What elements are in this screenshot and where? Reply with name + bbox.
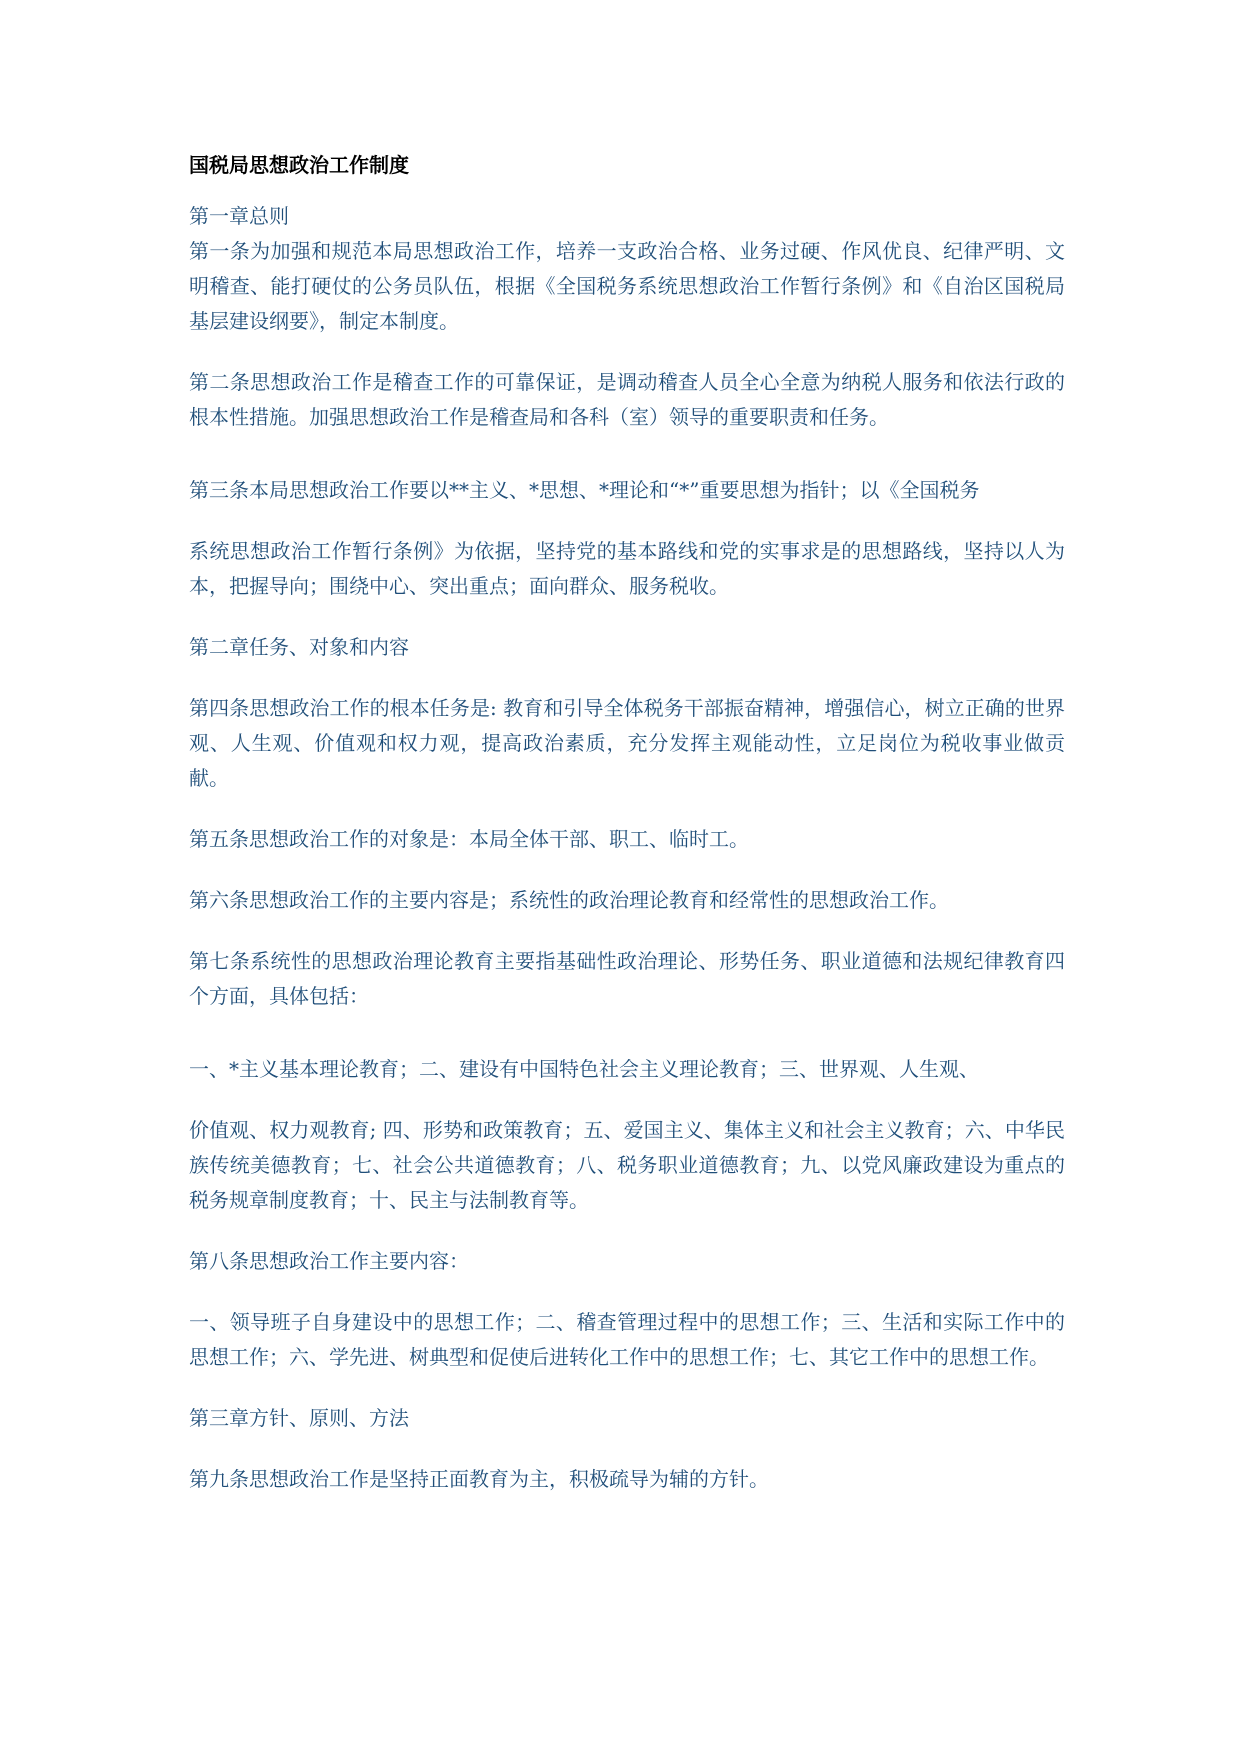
document-title: 国税局思想政治工作制度 (189, 153, 409, 177)
article-paragraph: 第九条思想政治工作是坚持正面教育为主，积极疏导为辅的方针。 (189, 1467, 769, 1491)
article-paragraph: 系统思想政治工作暂行条例》为依据，坚持党的基本路线和党的实事求是的思想路线，坚持以人为本，把握导向；围绕中心、突出重点；面向群众、服务税收。 (189, 539, 1065, 598)
list-paragraph: 价值观、权力观教育; 四、形势和政策教育；五、爱国主义、集体主义和社会主义教育；六、中华民族传统美德教育；七、社会公共道德教育；八、税务职业道德教育；九、以党风廉政建设为重点的税务规章制度教育；十、民主与法制教育等。 (189, 1118, 1065, 1212)
article-paragraph: 第四条思想政治工作的根本任务是: 教育和引导全体税务干部振奋精神，增强信心，树立正确的世界观、人生观、价值观和权力观，提高政治素质，充分发挥主观能动性，立足岗位为税收事业做贡献。 (189, 696, 1065, 790)
article-paragraph: 第五条思想政治工作的对象是：本局全体干部、职工、临时工。 (189, 827, 749, 851)
chapter-heading: 第三章方针、原则、方法 (189, 1406, 409, 1430)
article-paragraph: 第八条思想政治工作主要内容： (189, 1249, 469, 1273)
list-paragraph: 一、*主义基本理论教育；二、建设有中国特色社会主义理论教育；三、世界观、人生观、 (189, 1057, 979, 1081)
article-paragraph: 第三条本局思想政治工作要以**主义、*思想、*理论和“*”重要思想为指针；以《全国税务 (189, 478, 980, 502)
chapter-heading: 第二章任务、对象和内容 (189, 635, 409, 659)
chapter-heading: 第一章总则 (189, 204, 289, 228)
document-body (189, 148, 1065, 1523)
list-paragraph: 一、领导班子自身建设中的思想工作；二、稽查管理过程中的思想工作；三、生活和实际工作中的思想工作；六、学先进、树典型和促使后进转化工作中的思想工作；七、其它工作中的思想工作。 (189, 1310, 1065, 1369)
article-paragraph: 第二条思想政治工作是稽查工作的可靠保证，是调动稽查人员全心全意为纳税人服务和依法行政的根本性措施。加强思想政治工作是稽查局和各科（室）领导的重要职责和任务。 (189, 370, 1065, 429)
article-paragraph: 第一条为加强和规范本局思想政治工作，培养一支政治合格、业务过硬、作风优良、纪律严明、文明稽查、能打硬仗的公务员队伍，根据《全国税务系统思想政治工作暂行条例》和《自治区国税局基层建设纲要》，制定本制度。 (189, 239, 1065, 333)
article-paragraph: 第六条思想政治工作的主要内容是；系统性的政治理论教育和经常性的思想政治工作。 (189, 888, 949, 912)
article-paragraph: 第七条系统性的思想政治理论教育主要指基础性政治理论、形势任务、职业道德和法规纪律教育四个方面，具体包括： (189, 949, 1065, 1008)
